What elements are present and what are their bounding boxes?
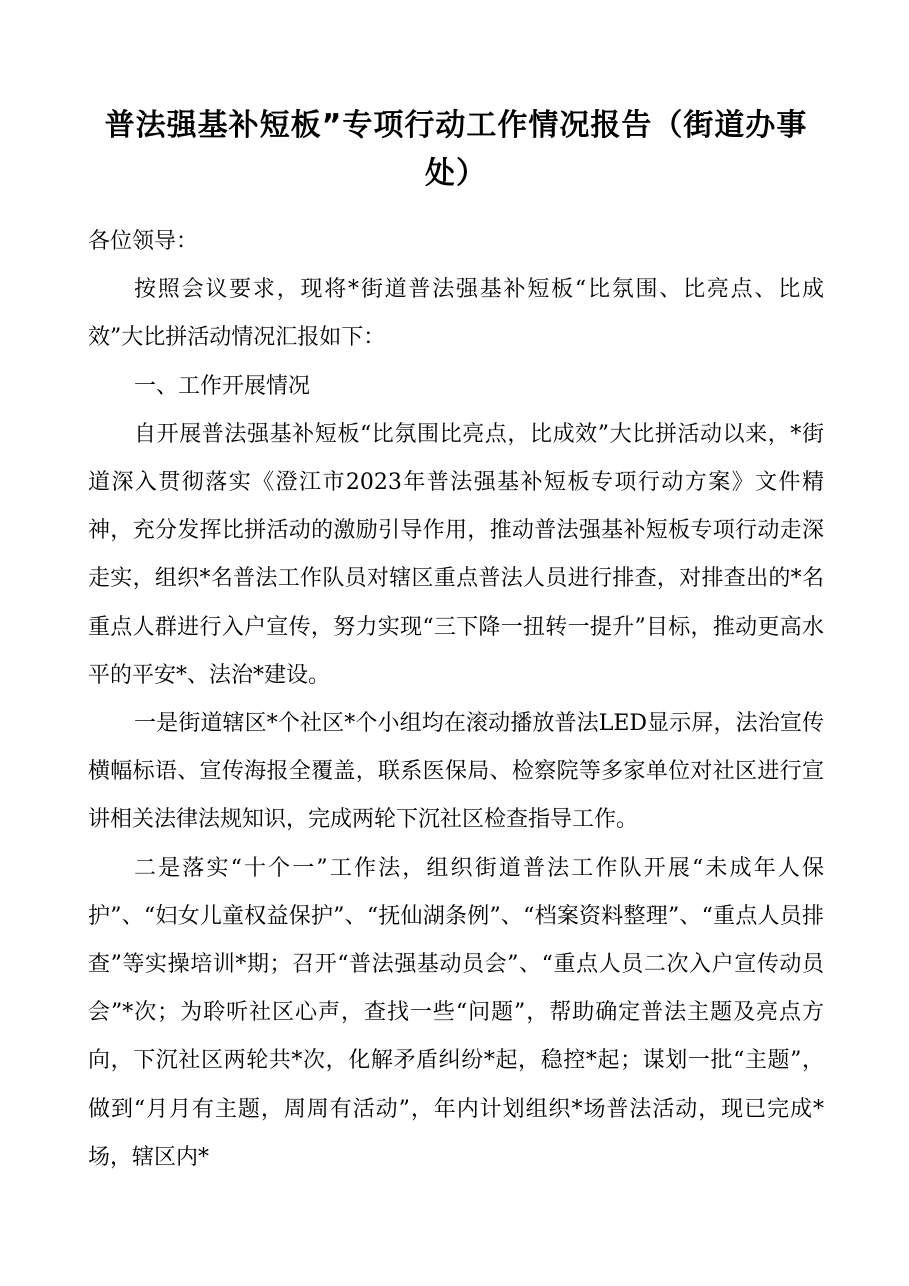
document-body [88,218,824,1182]
paragraph-point-one: 一是街道辖区*个社区*个小组均在滚动播放普法LED显示屏，法治宣传横幅标语、宣传海报全覆盖，联系医保局、检察院等多家单位对社区进行宣讲相关法律法规知识，完成两轮下沉社区检查指导工作。 [88,711,824,833]
section-heading: 一、工作开展情况 [134,373,311,399]
document-title: 普法强基补短板”专项行动工作情况报告（街道办事处） [104,108,808,191]
salutation: 各位领导： [88,229,199,254]
paragraph-overview: 自开展普法强基补短板“比氛围比亮点，比成效”大比拼活动以来，*街道深入贯彻落实《澄江市2023年普法强基补短板专项行动方案》文件精神，充分发挥比拼活动的激励引导作用，推动普法强基补短板专项行动走深走实，组织*名普法工作队员对辖区重点普法人员进行排查，对排查出的*名重点人群进行入户宣传，努力实现“三下降一扭转一提升”目标，推动更高水平的平安*、法治*建设。 [88,421,824,688]
paragraph-point-two: 二是落实“十个一”工作法，组织街道普法工作队开展“未成年人保护”、“妇女儿童权益保护”、“抚仙湖条例”、“档案资料整理”、“重点人员排查”等实操培训*期；召开“普法强基动员会”、“重点人员二次入户宣传动员会”*次；为聆听社区心声，查找一些“问题”，帮助确定普法主题及亮点方向，下沉社区两轮共*次，化解矛盾纠纷*起，稳控*起；谋划一批“主题”，做到“月月有主题，周周有活动”，年内计划组织*场普法活动，现已完成*场，辖区内* [88,855,824,1170]
paragraph-intro: 按照会议要求，现将*街道普法强基补短板“比氛围、比亮点、比成效”大比拼活动情况汇报如下： [88,277,824,351]
